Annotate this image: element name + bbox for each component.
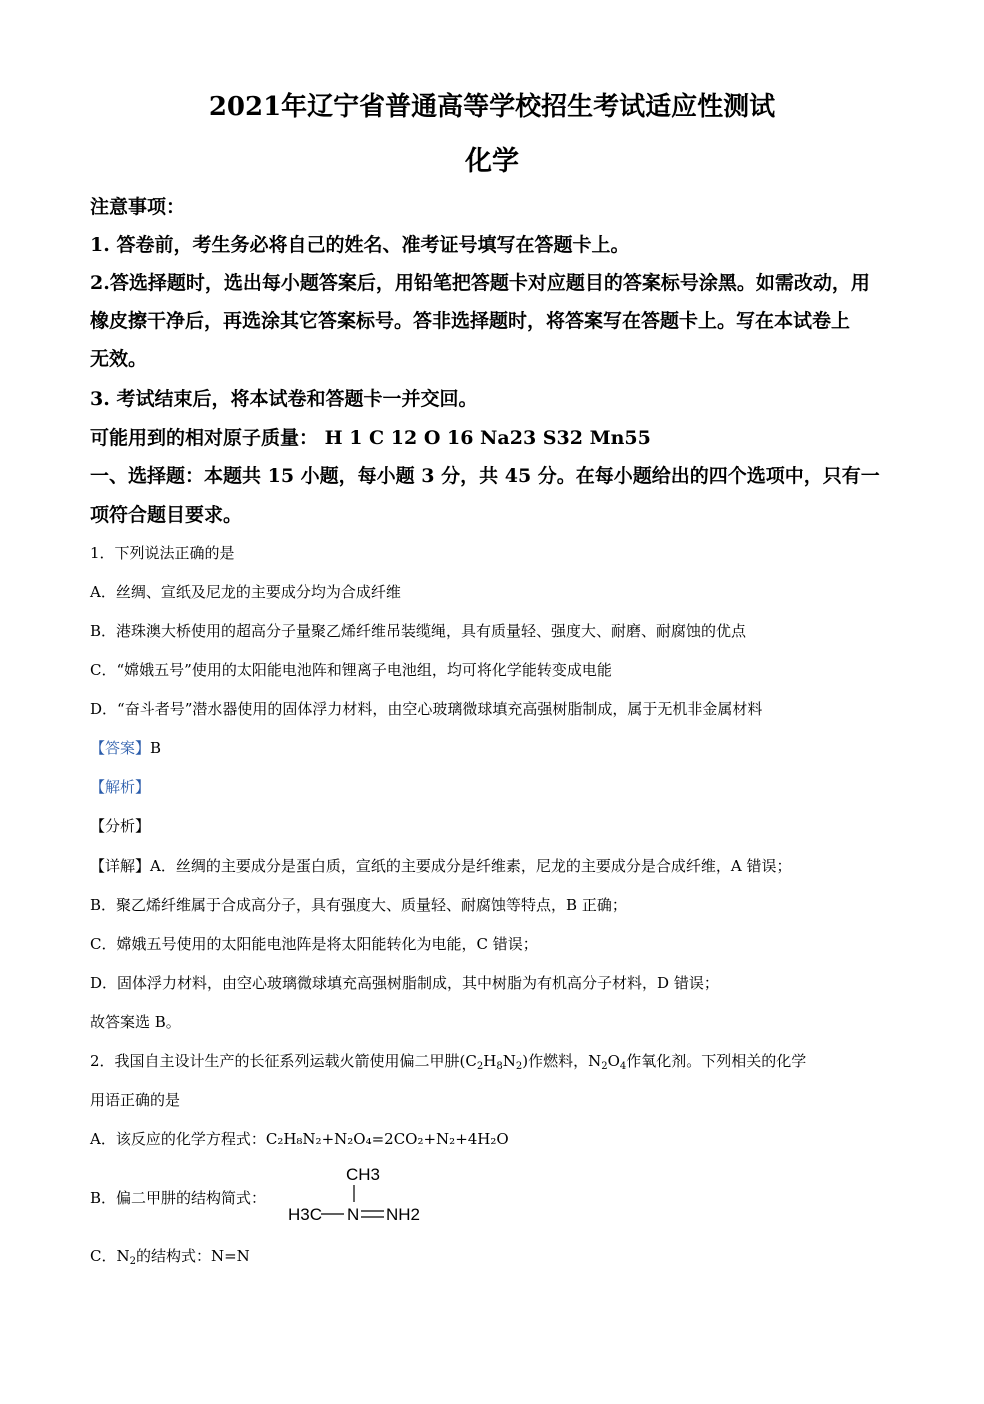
q2-option-a-equation: C₂H₈N₂+N₂O₄=2CO₂+N₂+4H₂O bbox=[265, 1130, 509, 1148]
q2-option-a bbox=[90, 1128, 509, 1149]
atomic-masses-label: 可能用到的相对原子质量： bbox=[90, 427, 319, 449]
notice-item-3: 3. 考试结束后，将本试卷和答题卡一并交回。 bbox=[90, 388, 478, 410]
q2-stem-part: )作燃料， bbox=[522, 1052, 589, 1070]
notice-item-1: 1. 答卷前，考生务必将自己的姓名、准考证号填写在答题卡上。 bbox=[90, 234, 630, 256]
formula-n2o4: $N_2O_4$ bbox=[588, 1052, 627, 1072]
analysis-tag: 【解析】 bbox=[90, 778, 151, 796]
formula-udmh: $C_2H_8N_2$ bbox=[465, 1052, 523, 1072]
answer-tag: 【答案】 bbox=[90, 739, 151, 757]
formula-n2: N bbox=[116, 1247, 130, 1265]
q2-option-c: C．$N_2$的结构式：N=N bbox=[90, 1247, 250, 1267]
q1-option-d: D．“奋斗者号”潜水器使用的固体浮力材料，由空心玻璃微球填充高强树脂制成，属于无机非金属材料 bbox=[90, 700, 763, 718]
atomic-masses-values: H 1 C 12 O 16 Na23 S32 Mn55 bbox=[324, 427, 651, 449]
detail-line-a bbox=[90, 855, 791, 876]
q2-option-a-label: A．该反应的化学方程式： bbox=[90, 1130, 266, 1148]
detail-line-b: B．聚乙烯纤维属于合成高分子，具有强度大、质量轻、耐腐蚀等特点，B 正确； bbox=[90, 896, 627, 914]
methyl-top-label: CH3 bbox=[346, 1165, 381, 1184]
detail-line-d: D．固体浮力材料，由空心玻璃微球填充高强树脂制成，其中树脂为有机高分子材料，D 错误； bbox=[90, 974, 719, 992]
exam-title: 2021年辽宁省普通高等学校招生考试适应性测试 bbox=[208, 92, 776, 122]
q1-option-c: C．“嫦娥五号”使用的太阳能电池阵和锂离子电池组，均可将化学能转变成电能 bbox=[90, 661, 612, 679]
q2-option-c-text: 的结构式：N=N bbox=[135, 1247, 250, 1265]
detail-a-text: A．丝绸的主要成分是蛋白质，宣纸的主要成分是纤维素，尼龙的主要成分是合成纤维，A 错误； bbox=[150, 857, 792, 875]
atomic-masses-line bbox=[90, 423, 651, 450]
q2-option-b-label: B．偏二甲肼的结构简式： bbox=[90, 1189, 267, 1207]
q1-stem: 1．下列说法正确的是 bbox=[90, 544, 235, 562]
q2-stem-part: 2．我国自主设计生产的长征系列运载火箭使用偏二甲肼( bbox=[90, 1052, 466, 1070]
detail-line-c: C．嫦娥五号使用的太阳能电池阵是将太阳能转化为电能，C 错误； bbox=[90, 935, 538, 953]
detail-tag: 【详解】 bbox=[90, 857, 151, 875]
udmh-structure-diagram bbox=[288, 1160, 428, 1230]
q1-option-b: B．港珠澳大桥使用的超高分子量聚乙烯纤维吊装缆绳，具有质量轻、强度大、耐磨、耐腐蚀的优点 bbox=[90, 622, 747, 640]
q1-answer-line bbox=[90, 737, 161, 758]
q1-conclusion: 故答案选 B。 bbox=[90, 1013, 181, 1031]
section-heading-line-1: 一、选择题：本题共 15 小题，每小题 3 分，共 45 分。在每小题给出的四个选项中，只有一 bbox=[90, 465, 880, 487]
notice-heading: 注意事项： bbox=[90, 196, 186, 218]
nitrogen-center-label: N bbox=[347, 1205, 360, 1224]
subject-title: 化学 bbox=[465, 146, 519, 177]
q2-stem-part: 作氧化剂。下列相关的化学 bbox=[626, 1052, 807, 1070]
notice-item-2-line-1: 2.答选择题时，选出每小题答案后，用铅笔把答题卡对应题目的答案标号涂黑。如需改动，用 bbox=[90, 272, 870, 294]
methyl-left-label: H3C bbox=[288, 1205, 323, 1224]
q2-stem-line-2: 用语正确的是 bbox=[90, 1091, 181, 1109]
answer-value: B bbox=[150, 739, 162, 757]
amine-right-label: NH2 bbox=[386, 1205, 421, 1224]
fenxi-tag: 【分析】 bbox=[90, 817, 151, 835]
q2-option-c-label: C． bbox=[90, 1247, 117, 1265]
section-heading-line-2: 项符合题目要求。 bbox=[90, 504, 243, 526]
notice-item-2-line-2: 橡皮擦干净后，再选涂其它答案标号。答非选择题时，将答案写在答题卡上。写在本试卷上 bbox=[90, 310, 851, 332]
q1-option-a: A．丝绸、宣纸及尼龙的主要成分均为合成纤维 bbox=[90, 583, 401, 601]
q2-stem-line-1 bbox=[90, 1050, 806, 1071]
notice-item-2-line-3: 无效。 bbox=[90, 348, 148, 370]
